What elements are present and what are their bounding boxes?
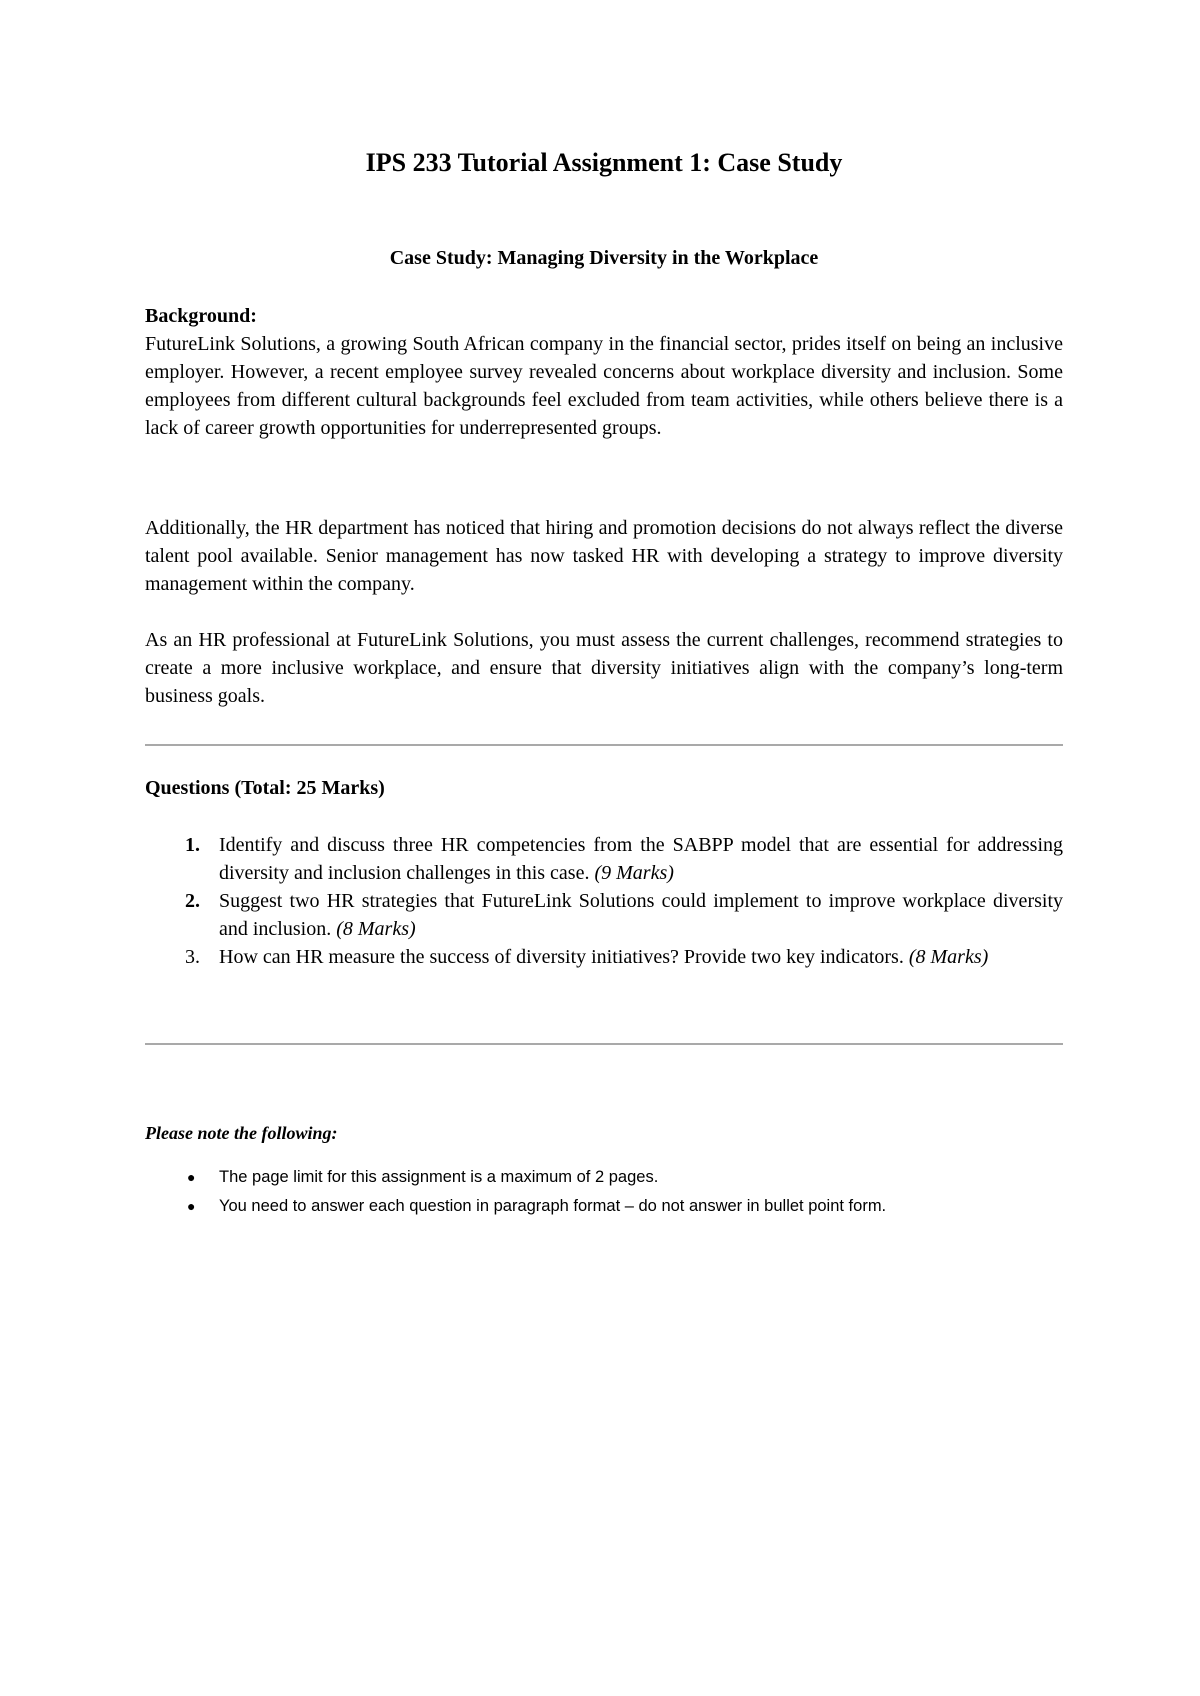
- note-item-2: [145, 1192, 1063, 1221]
- background-paragraph-2-block: [145, 514, 1063, 598]
- case-study-title: Case Study: Managing Diversity in the Workplace: [389, 247, 819, 269]
- question-text: How can HR measure the success of diversity initiatives? Provide two key indicators.: [219, 946, 904, 968]
- question-number: 3.: [185, 946, 200, 968]
- note-item-1: [145, 1163, 1063, 1192]
- question-item-2: [145, 887, 1063, 943]
- notes-list: [145, 1163, 1063, 1221]
- document-title: IPS 233 Tutorial Assignment 1: Case Study: [365, 148, 843, 177]
- question-marks: (8 Marks): [908, 946, 989, 968]
- question-number: 1.: [185, 834, 200, 856]
- question-item-1: [145, 831, 1063, 887]
- note-text: The page limit for this assignment is a maximum of 2 pages.: [219, 1168, 659, 1186]
- questions-list: [145, 831, 1063, 971]
- section-divider-bottom: [145, 1043, 1063, 1045]
- question-text: Suggest two HR strategies that FutureLink Solutions could implement to improve workplace diversity and inclusion.: [219, 890, 1063, 940]
- section-divider-top: [145, 744, 1063, 746]
- bullet-icon: ●: [187, 1198, 196, 1214]
- bullet-icon: ●: [187, 1169, 196, 1185]
- question-marks: (9 Marks): [594, 862, 674, 884]
- note-text: You need to answer each question in paragraph format – do not answer in bullet point form.: [219, 1197, 887, 1215]
- background-paragraph-3-block: [145, 626, 1063, 710]
- question-marks: (8 Marks): [336, 918, 416, 940]
- question-text: Identify and discuss three HR competencies from the SABPP model that are essential for addressing diversity and inclusion challenges in this case.: [219, 834, 1063, 884]
- background-paragraph-3: As an HR professional at FutureLink Solutions, you must assess the current challenges, recommend strategies to create a more inclusive workplace, and ensure that diversity initiatives align with the company’s long-term business goals.: [145, 629, 1063, 707]
- question-item-3: [145, 943, 1063, 971]
- question-number: 2.: [185, 890, 200, 912]
- questions-heading: Questions (Total: 25 Marks): [145, 777, 385, 799]
- background-paragraph-1: FutureLink Solutions, a growing South African company in the financial sector, prides itself on being an inclusive employer. However, a recent employee survey revealed concerns about workplace diversity and inclusion. Some employees from different cultural backgrounds feel excluded from team activities, while others believe there is a lack of career growth opportunities for underrepresented groups.: [145, 333, 1063, 439]
- background-heading: Background:: [145, 305, 257, 327]
- background-paragraph-2: Additionally, the HR department has noticed that hiring and promotion decisions do not always reflect the diverse talent pool available. Senior management has now tasked HR with developing a strategy to improve diversity management within the company.: [145, 517, 1063, 595]
- background-section: [145, 302, 1063, 442]
- note-heading: Please note the following:: [145, 1123, 338, 1143]
